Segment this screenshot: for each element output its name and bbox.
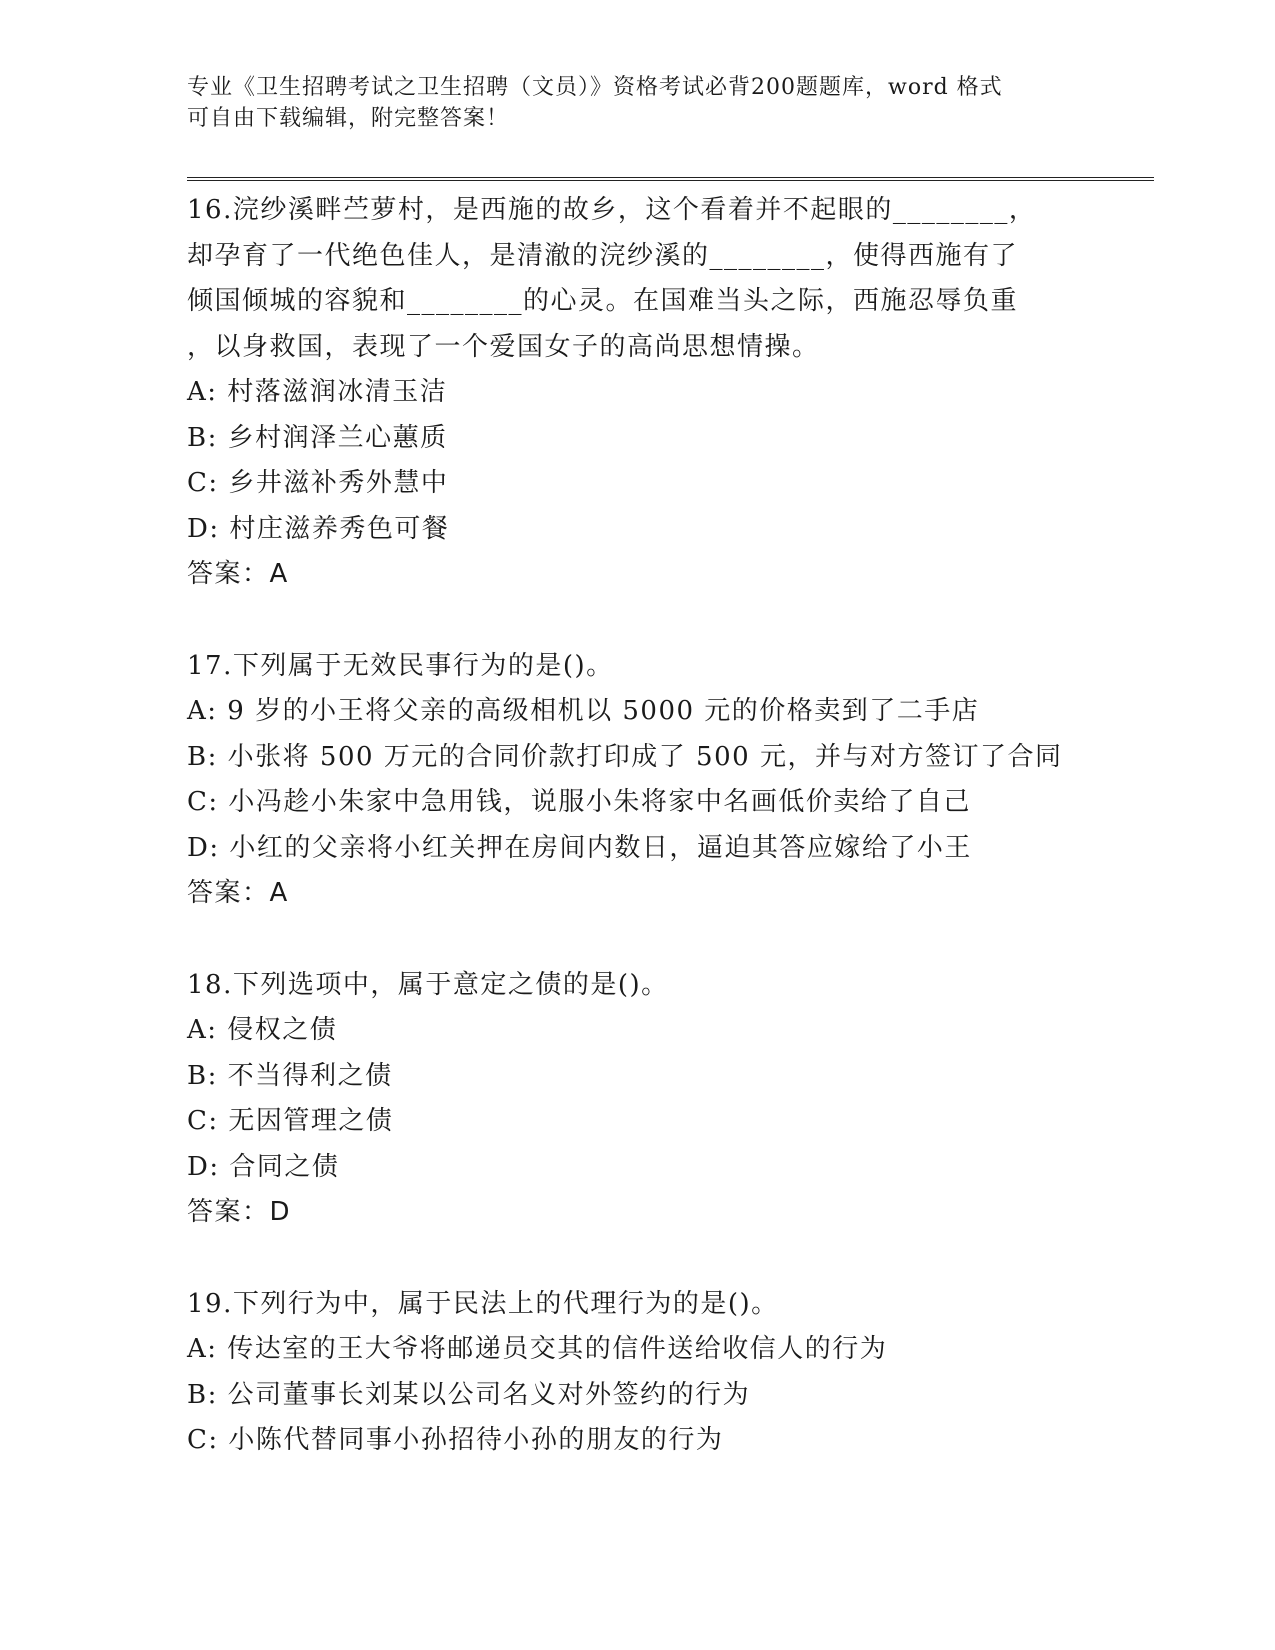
- question-text-line: 17.下列属于无效民事行为的是()。: [187, 650, 614, 681]
- option-a: A: 侵权之债: [187, 1015, 338, 1045]
- question-17: [187, 644, 1087, 917]
- option-b: B: 公司董事长刘某以公司名义对外签约的行为: [187, 1379, 751, 1410]
- header-line-1: 专业《卫生招聘考试之卫生招聘（文员）》资格考试必背200题题库，word 格式: [187, 75, 1003, 100]
- question-19: [187, 1282, 1087, 1464]
- option-c: C: 小冯趁小朱家中急用钱，说服小朱将家中名画低价卖给了自己: [187, 787, 971, 817]
- option-d: D: 合同之债: [187, 1151, 340, 1182]
- option-b: B: 小张将 500 万元的合同价款打印成了 500 元，并与对方签订了合同: [187, 741, 1063, 772]
- question-text-line: 却孕育了一代绝色佳人，是清澈的浣纱溪的________，使得西施有了: [187, 240, 1019, 271]
- option-b: B: 不当得利之债: [187, 1060, 393, 1091]
- page-header: [187, 72, 1067, 134]
- question-text-line: ，以身救国，表现了一个爱国女子的高尚思想情操。: [187, 331, 820, 362]
- option-b: B: 乡村润泽兰心蕙质: [187, 422, 448, 453]
- question-spacer: [187, 1236, 1087, 1282]
- header-divider: [187, 177, 1154, 181]
- question-text-line: 19.下列行为中，属于民法上的代理行为的是()。: [187, 1288, 779, 1319]
- question-18: [187, 963, 1087, 1236]
- answer: 答案：D: [187, 1197, 292, 1227]
- option-a: A: 传达室的王大爷将邮递员交其的信件送给收信人的行为: [187, 1334, 888, 1364]
- option-a: A: 村落滋润冰清玉洁: [187, 377, 448, 407]
- answer: 答案：A: [187, 878, 289, 908]
- option-c: C: 乡井滋补秀外慧中: [187, 468, 449, 498]
- answer: 答案：A: [187, 559, 289, 589]
- option-c: C: 无因管理之债: [187, 1106, 394, 1136]
- question-text-line: 倾国倾城的容貌和________的心灵。在国难当头之际，西施忍辱负重: [187, 286, 1019, 316]
- question-list: [187, 188, 1087, 1464]
- question-spacer: [187, 917, 1087, 963]
- option-c: C: 小陈代替同事小孙招待小孙的朋友的行为: [187, 1425, 724, 1455]
- header-line-2: 可自由下载编辑，附完整答案！: [187, 106, 510, 131]
- question-text-line: 18.下列选项中，属于意定之债的是()。: [187, 969, 669, 1000]
- question-spacer: [187, 598, 1087, 644]
- option-d: D: 村庄滋养秀色可餐: [187, 513, 450, 544]
- option-a: A: 9 岁的小王将父亲的高级相机以 5000 元的价格卖到了二手店: [187, 696, 980, 726]
- question-16: [187, 188, 1087, 598]
- question-text-line: 16.浣纱溪畔苎萝村，是西施的故乡，这个看着并不起眼的________，: [187, 195, 1037, 225]
- option-d: D: 小红的父亲将小红关押在房间内数日，逼迫其答应嫁给了小王: [187, 832, 972, 863]
